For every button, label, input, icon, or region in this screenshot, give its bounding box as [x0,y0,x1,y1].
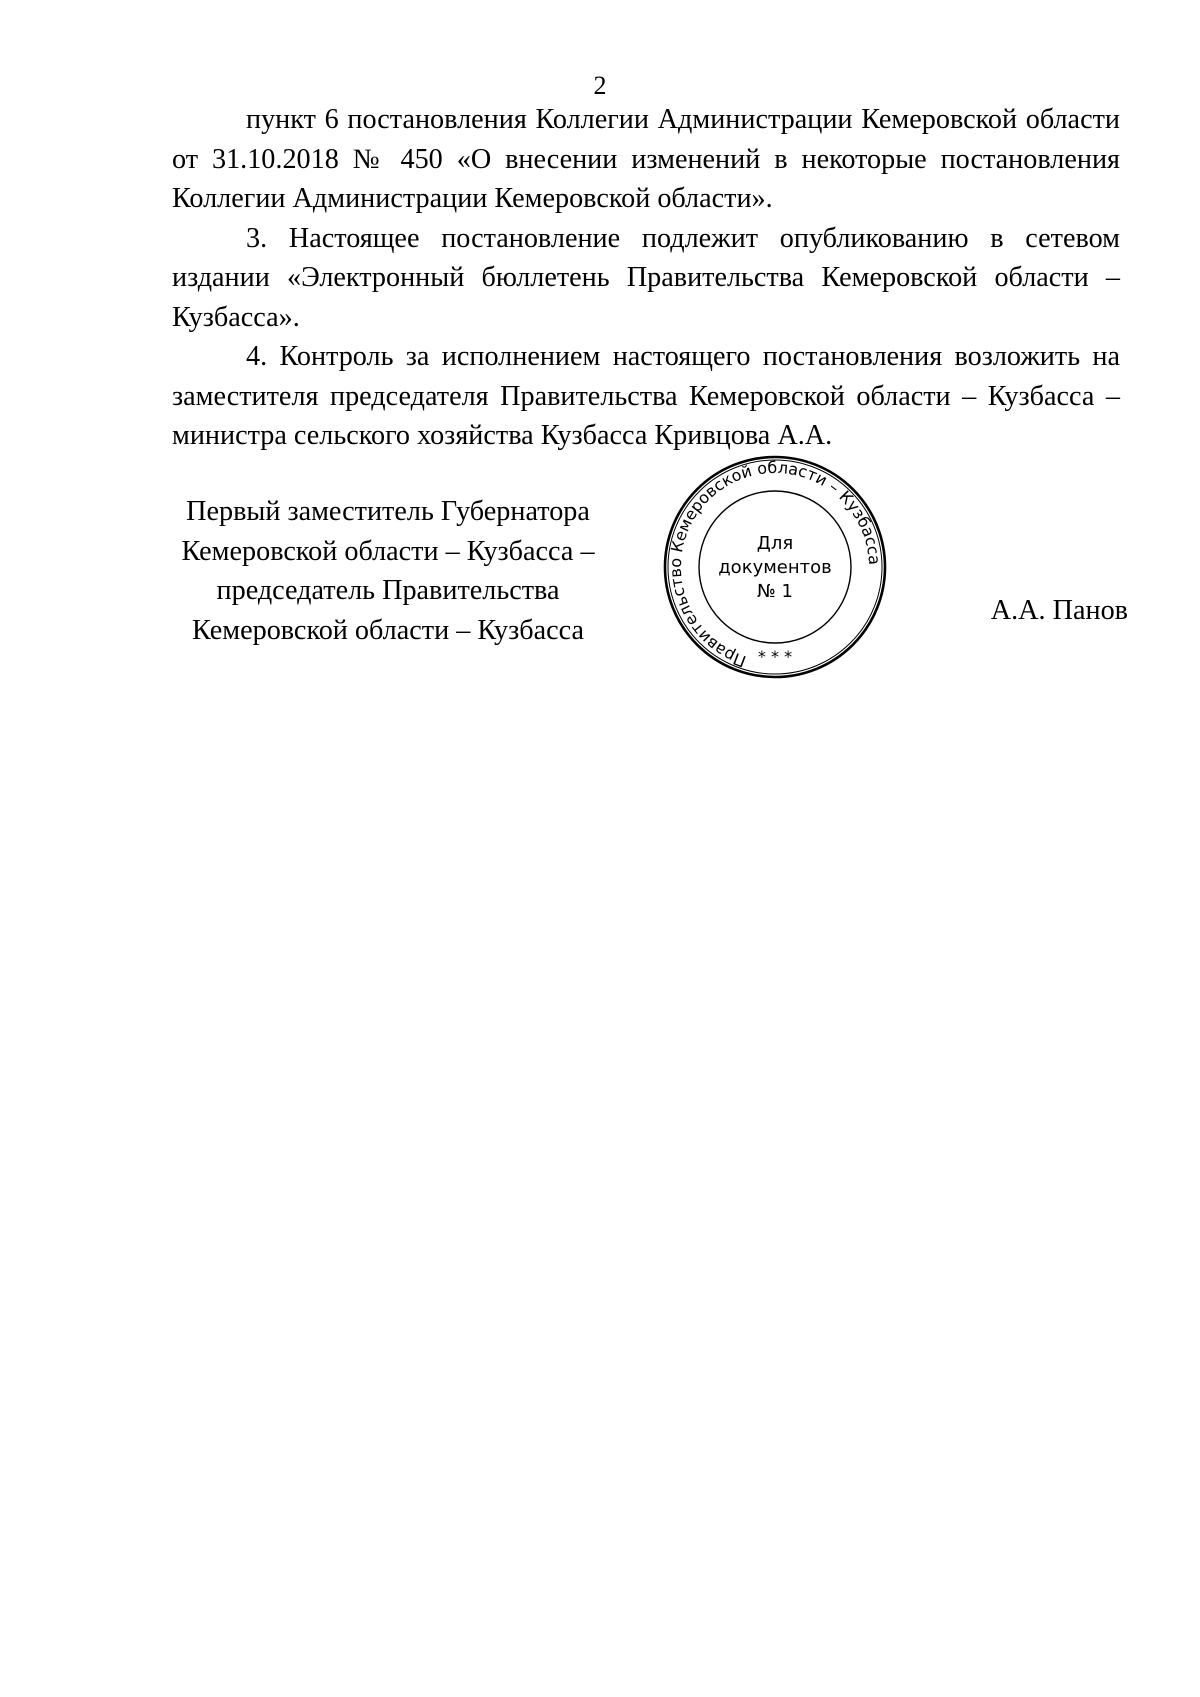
seal-center-line-2: документов [718,557,832,578]
page-number: 2 [593,71,607,100]
signatory-name: А.А. Панов [990,595,1128,626]
paragraph-4: 4. Контроль за исполнением настоящего постановления возложить на заместителя председателя Правительства Кемеровской области – Кузбасса – министра сельского хозяйства Кузбасса Кривцова А.А. [172,341,1120,451]
position-line-4: Кемеровской области – Кузбасса [192,614,584,646]
signatory-position [168,492,608,650]
official-seal [660,452,890,682]
position-line-3: председатель Правительства [216,575,560,606]
document-body [172,100,1120,456]
paragraph-3: 3. Настоящее постановление подлежит опубликованию в сетевом издании «Электронный бюллетень Правительства Кемеровской области – Кузбасса». [172,222,1120,333]
position-line-2: Кемеровской области – Кузбасса – [181,535,595,567]
seal-center-line-3: № 1 [757,581,793,602]
seal-stars: * * * [757,647,793,666]
seal-ring-text: Правительство Кемеровской области – Кузбасса [665,457,885,672]
position-line-1: Первый заместитель Губернатора [186,496,590,527]
seal-center-line-1: Для [756,533,794,554]
seal-graphic [660,452,890,682]
paragraph-continuation: пункт 6 постановления Коллегии Администрации Кемеровской области от 31.10.2018 № 450 «О внесении изменений в некоторые постановления Коллегии Администрации Кемеровской области». [172,104,1120,214]
